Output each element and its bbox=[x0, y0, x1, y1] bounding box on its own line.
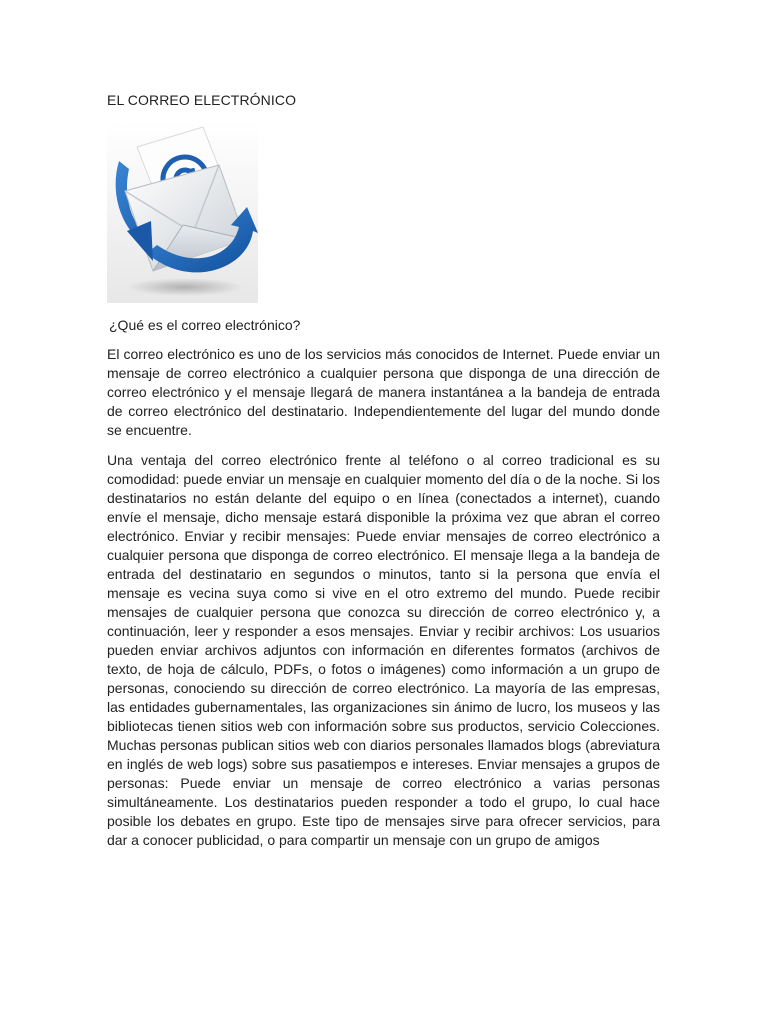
section-question: ¿Qué es el correo electrónico? bbox=[109, 317, 301, 333]
email-envelope-at-icon bbox=[107, 121, 258, 303]
paragraph-intro: El correo electrónico es uno de los servicios más conocidos de Internet. Puede enviar un mensaje de correo electrónico a cualquier persona que disponga de una dirección de correo electrónico y el mensaje llegará de manera instantánea a la bandeja de entrada de correo electrónico del destinatario. Independientemente del lugar del mundo donde se encuentre. bbox=[107, 346, 660, 438]
paragraph-advantages: Una ventaja del correo electrónico frente al teléfono o al correo tradicional es su comodidad: puede enviar un mensaje en cualquier momento del día o de la noche. Si los destinatarios no están delante del equipo o en línea (conectados a internet), cuando envíe el mensaje, dicho mensaje estará disponible la próxima vez que abran el correo electrónico. Enviar y recibir mensajes: Puede enviar mensajes de correo electrónico a cualquier persona que disponga de correo electrónico. El mensaje llega a la bandeja de entrada del destinatario en segundos o minutos, tanto si la persona que envía el mensaje es vecina suya como si vive en el otro extremo del mundo. Puede recibir mensajes de cualquier persona que conozca su dirección de correo electrónico y, a continuación, leer y responder a esos mensajes. Enviar y recibir archivos: Los usuarios pueden enviar archivos adjuntos con información en diferentes formatos (archivos de texto, de hoja de cálculo, PDFs, o fotos o imágenes) como información a un grupo de personas, conociendo su dirección de correo electrónico. La mayoría de las empresas, las entidades gubernamentales, las organizaciones sin ánimo de lucro, los museos y las bibliotecas tienen sitios web con información sobre sus productos, servicio Colecciones. Muchas personas publican sitios web con diarios personales llamados blogs (abreviatura en inglés de web logs) sobre sus pasatiempos e intereses. Enviar mensajes a grupos de personas: Puede enviar un mensaje de correo electrónico a varias personas simultáneamente. Los destinatarios pueden responder a todo el grupo, lo cual hace posible los debates en grupo. Este tipo de mensajes sirve para ofrecer servicios, para dar a conocer publicidad, o para compartir un mensaje con un grupo de amigos bbox=[107, 452, 660, 848]
page-title: EL CORREO ELECTRÓNICO bbox=[107, 92, 297, 108]
